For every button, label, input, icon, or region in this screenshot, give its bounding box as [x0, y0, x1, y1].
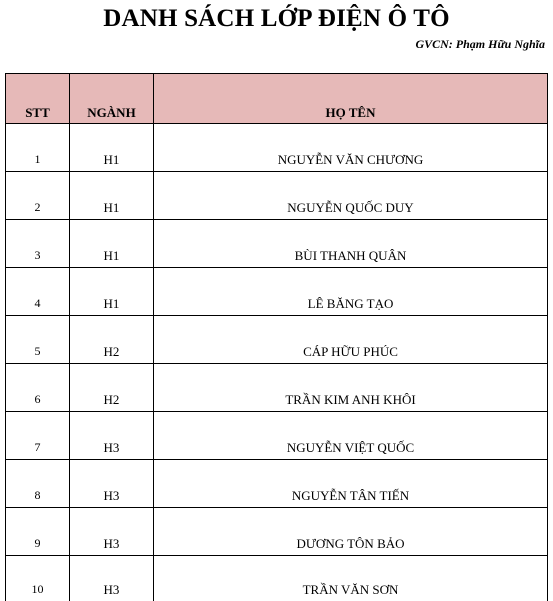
cell-stt: 7: [6, 412, 70, 460]
table-row: [6, 268, 548, 316]
cell-stt: 9: [6, 508, 70, 556]
cell-stt: 3: [6, 220, 70, 268]
cell-name: CÁP HỮU PHÚC: [154, 316, 548, 364]
table-row: [6, 412, 548, 460]
table-row: [6, 460, 548, 508]
cell-nganh: H3: [70, 460, 154, 508]
cell-nganh: H1: [70, 268, 154, 316]
cell-nganh: H1: [70, 172, 154, 220]
table-row: [6, 508, 548, 556]
cell-name: TRẦN VĂN SƠN: [154, 556, 548, 601]
cell-nganh: H3: [70, 412, 154, 460]
table-row: [6, 124, 548, 172]
cell-nganh: H3: [70, 556, 154, 601]
cell-stt: 1: [6, 124, 70, 172]
cell-name: NGUYỄN QUỐC DUY: [154, 172, 548, 220]
table-row: [6, 556, 548, 601]
cell-nganh: H1: [70, 124, 154, 172]
homeroom-teacher: GVCN: Phạm Hữu Nghĩa: [415, 36, 545, 52]
cell-name: TRẦN KIM ANH KHÔI: [154, 364, 548, 412]
cell-stt: 10: [6, 556, 70, 601]
cell-name: NGUYỄN VĂN CHƯƠNG: [154, 124, 548, 172]
header-name: HỌ TÊN: [154, 74, 548, 124]
table-header-row: [6, 74, 548, 124]
header-nganh: NGÀNH: [70, 74, 154, 124]
cell-nganh: H3: [70, 508, 154, 556]
cell-stt: 5: [6, 316, 70, 364]
cell-name: NGUYỄN VIỆT QUỐC: [154, 412, 548, 460]
table-row: [6, 316, 548, 364]
header-stt: STT: [6, 74, 70, 124]
cell-stt: 2: [6, 172, 70, 220]
cell-name: NGUYỄN TÂN TIẾN: [154, 460, 548, 508]
table-row: [6, 220, 548, 268]
cell-nganh: H2: [70, 316, 154, 364]
cell-name: LÊ BĂNG TẠO: [154, 268, 548, 316]
cell-stt: 6: [6, 364, 70, 412]
cell-name: DƯƠNG TÔN BẢO: [154, 508, 548, 556]
cell-nganh: H1: [70, 220, 154, 268]
cell-stt: 8: [6, 460, 70, 508]
cell-nganh: H2: [70, 364, 154, 412]
table-row: [6, 172, 548, 220]
class-list-table: [5, 73, 548, 601]
cell-stt: 4: [6, 268, 70, 316]
page-title: DANH SÁCH LỚP ĐIỆN Ô TÔ: [0, 2, 553, 36]
table-row: [6, 364, 548, 412]
cell-name: BÙI THANH QUÂN: [154, 220, 548, 268]
